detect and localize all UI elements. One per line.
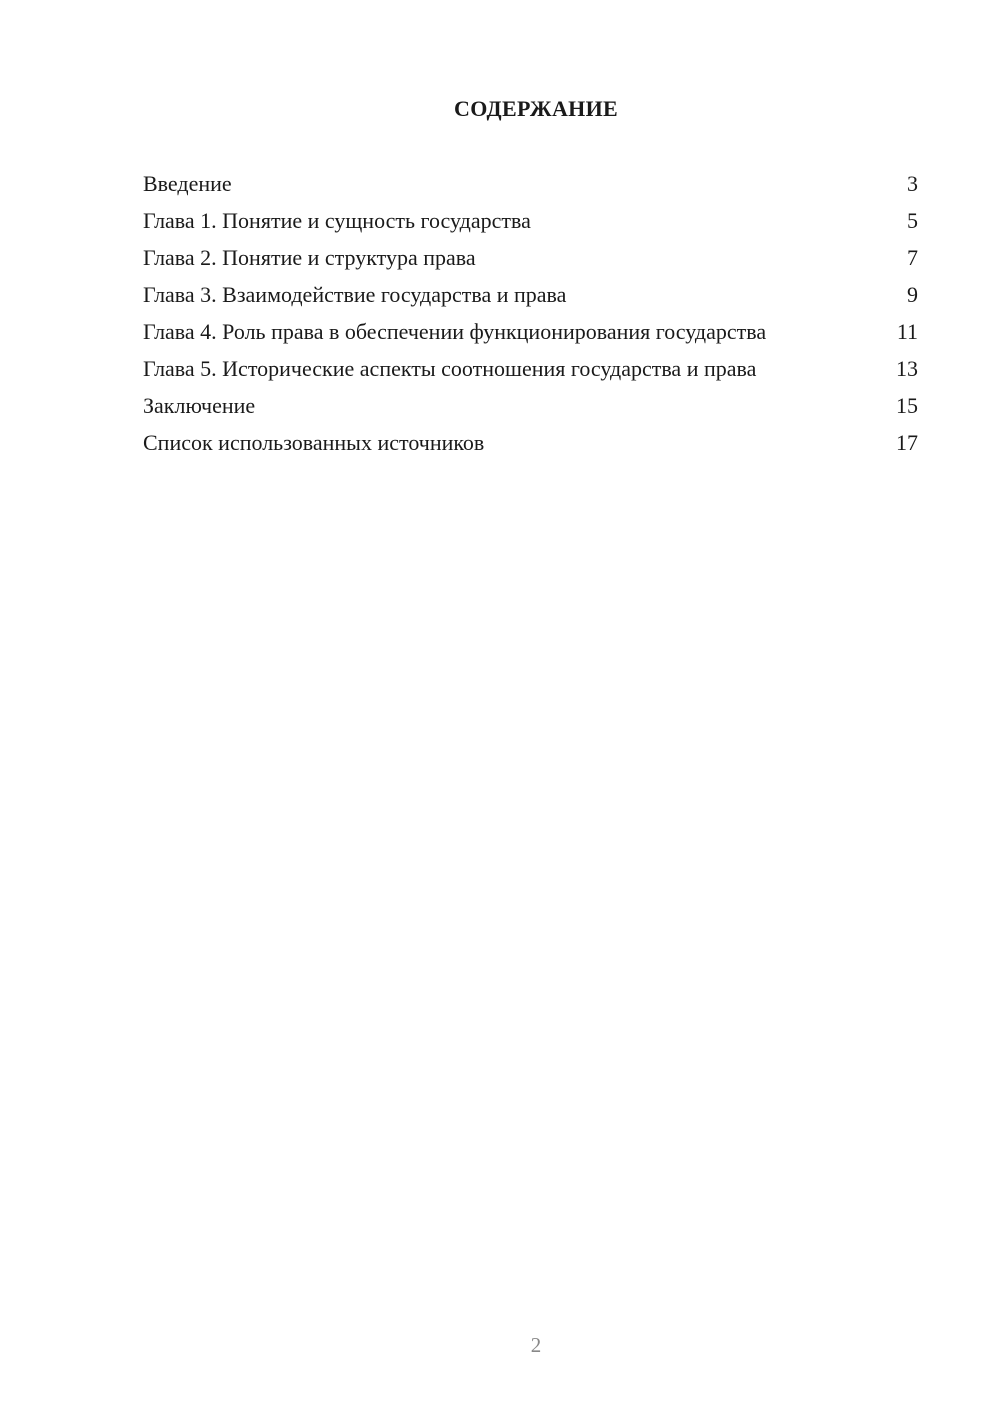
toc-entry-chapter-1[interactable] [143, 207, 918, 234]
toc-entry-page: 3 [907, 171, 918, 196]
toc-entry-chapter-4[interactable] [143, 318, 918, 345]
table-of-contents [143, 170, 918, 466]
toc-entry-references[interactable] [143, 429, 918, 456]
toc-entry-page: 11 [896, 319, 918, 344]
toc-entry-title: Глава 4. Роль права в обеспечении функционирования государства [143, 319, 767, 344]
toc-entry-title: Список использованных источников [143, 430, 485, 455]
toc-entry-conclusion[interactable] [143, 392, 918, 419]
toc-entry-page: 5 [907, 208, 918, 233]
page-number: 2 [530, 1333, 542, 1357]
toc-entry-page: 15 [896, 393, 918, 418]
toc-entry-page: 7 [907, 245, 918, 270]
page-title: СОДЕРЖАНИЕ [454, 96, 618, 121]
toc-entry-chapter-2[interactable] [143, 244, 918, 271]
toc-entry-chapter-3[interactable] [143, 281, 918, 308]
toc-entry-title: Введение [143, 171, 232, 196]
toc-entry-chapter-5[interactable] [143, 355, 918, 382]
toc-entry-introduction[interactable] [143, 170, 918, 197]
toc-entry-title: Глава 5. Исторические аспекты соотношения государства и права [143, 356, 757, 381]
toc-entry-page: 17 [896, 430, 918, 455]
toc-entry-title: Глава 2. Понятие и структура права [143, 245, 476, 270]
toc-entry-title: Глава 3. Взаимодействие государства и права [143, 282, 567, 307]
toc-entry-title: Глава 1. Понятие и сущность государства [143, 208, 531, 233]
toc-entry-page: 13 [896, 356, 918, 381]
toc-entry-title: Заключение [143, 393, 256, 418]
toc-entry-page: 9 [907, 282, 918, 307]
